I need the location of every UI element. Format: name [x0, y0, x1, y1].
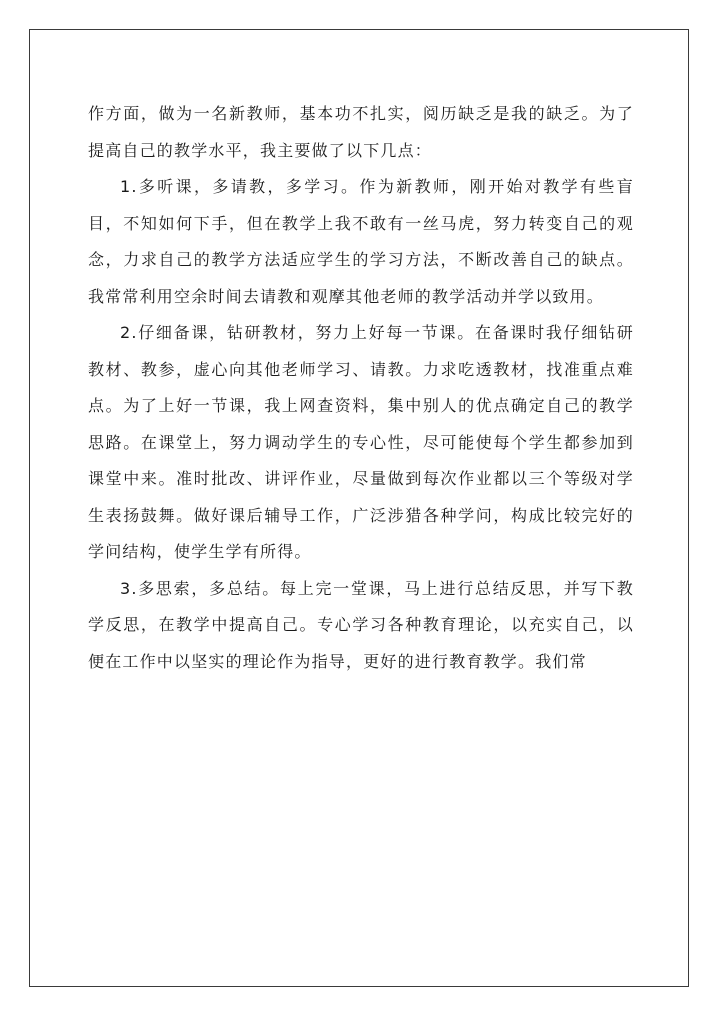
paragraph-point-2: 2.仔细备课，钻研教材，努力上好每一节课。在备课时我仔细钻研教材、教参，虚心向其他老师学习、请教。力求吃透教材，找准重点难点。为了上好一节课，我上网查资料，集中别人的优点确定自己的教学思路。在课堂上，努力调动学生的专心性，尽可能使每个学生都参加到课堂中来。准时批改、讲评作业，尽量做到每次作业都以三个等级对学生表扬鼓舞。做好课后辅导工作，广泛涉猎各种学问，构成比较完好的学问结构，使学生学有所得。	[88, 323, 634, 561]
paragraph-point-3: 3.多思索，多总结。每上完一堂课，马上进行总结反思，并写下教学反思，在教学中提高自己。专心学习各种教育理论，以充实自己，以便在工作中以坚实的理论作为指导，更好的进行教育教学。我们常	[88, 578, 634, 671]
document-body	[88, 96, 634, 680]
paragraph-point-1: 1.多听课，多请教，多学习。作为新教师，刚开始对教学有些盲目，不知如何下手，但在教学上我不敢有一丝马虎，努力转变自己的观念，力求自己的教学方法适应学生的学习方法，不断改善自己的缺点。我常常利用空余时间去请教和观摩其他老师的教学活动并学以致用。	[88, 177, 634, 306]
paragraph-intro: 作方面，做为一名新教师，基本功不扎实，阅历缺乏是我的缺乏。为了提高自己的教学水平，我主要做了以下几点：	[88, 104, 634, 160]
